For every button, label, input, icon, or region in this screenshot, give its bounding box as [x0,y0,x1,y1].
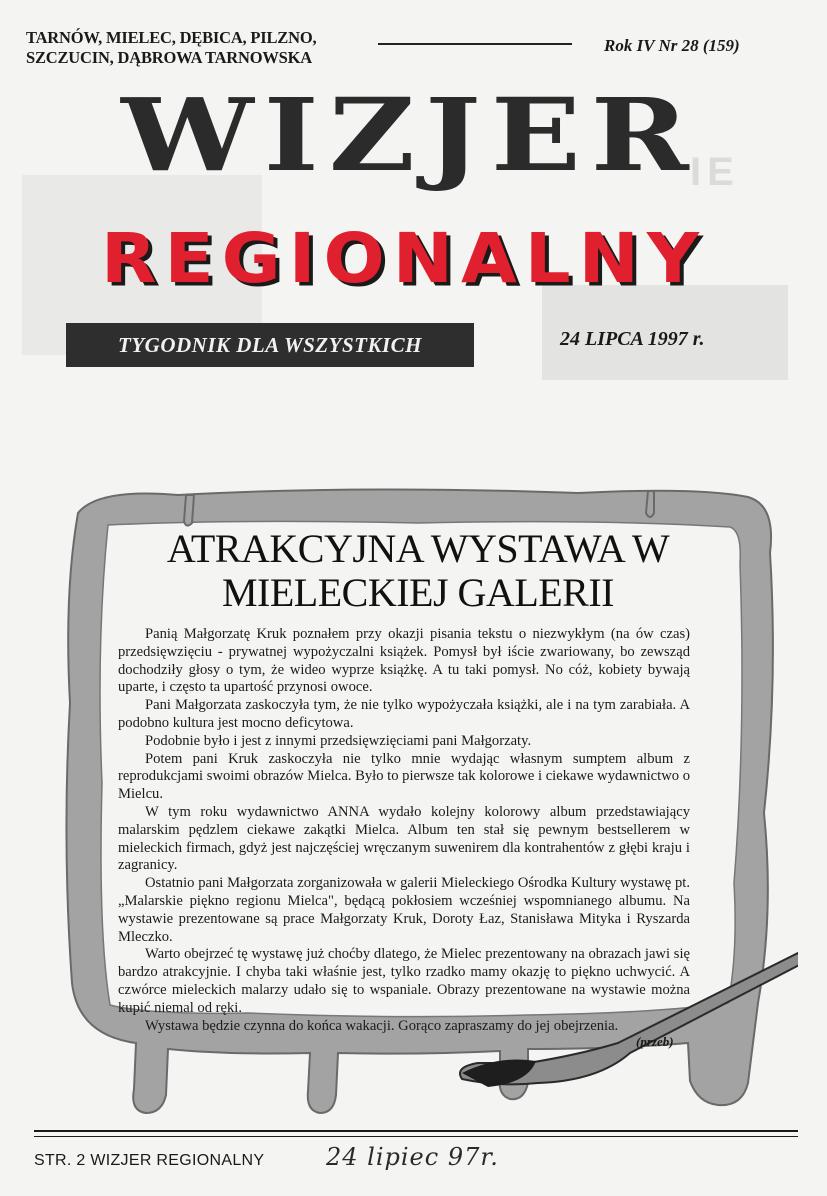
towns-line-1: TARNÓW, MIELEC, DĘBICA, PILZNO, [26,28,317,47]
article-paragraph: Panią Małgorzatę Kruk poznałem przy okazji pisania tekstu o niezwykłym (na ów czas) przedsięwzięciu - prywatnej wypożyczalni książek. Pomysł był iście zwariowany, bo zewsząd dochodziły głosy o tym, że wideo wyprze książkę. A tu taki pomysł. No cóż, kobiety bywają uparte, i często ta upartość przynosi owoce. [118,626,690,696]
footer-rule [34,1130,798,1132]
handwritten-date-note: 24 lipiec 97r. [326,1143,499,1171]
header-rule [378,43,572,45]
masthead-title-bottom: REGIONALNY [101,218,707,298]
show-through-text: IE [690,150,740,194]
article-body [118,626,690,1035]
article-paragraph: Potem pani Kruk zaskoczyła nie tylko mnie wydając własnym sumptem album z reprodukcjami swoimi obrazów Mielca. Było to pierwsze tak kolorowe i ciekawe wydawnictwo o Mielcu. [118,750,690,803]
page-footer-label: STR. 2 WIZJER REGIONALNY [34,1152,265,1169]
towns-line-2: SZCZUCIN, DĄBROWA TARNOWSKA [26,48,313,67]
footer-rule-thin [34,1136,798,1137]
author-signature: (przeb) [636,1034,674,1049]
article-paragraph: Pani Małgorzata zaskoczyła tym, że nie tylko wypożyczała książki, ale i na tym zarabiała. A podobno kultura jest mocno deficytowa. [118,697,690,731]
masthead-towns [26,28,386,68]
article-paragraph: Ostatnio pani Małgorzata zorganizowała w galerii Mieleckiego Ośrodka Kultury wystawę pt. „Malarskie piękno regionu Mielca", będącą pokłosiem wcześniej wspomnianego albumu. Na wystawie prezentowane są prace Małgorzaty Kruk, Doroty Łaz, Stanisława Mityka i Ryszarda Mleczko. [118,875,690,945]
headline-line-2: MIELECKIEJ GALERII [221,570,615,615]
headline-line-1: ATRAKCYJNA WYSTAWA W [166,526,670,571]
issue-date: 24 LIPCA 1997 r. [560,328,705,350]
masthead-title-top: WIZJER [121,75,699,194]
article-headline [108,527,728,615]
article-paragraph: Podobnie było i jest z innymi przedsięwzięciami pani Małgorzaty. [145,732,532,749]
article-paragraph: Warto obejrzeć tę wystawę już choćby dlatego, że Mielec prezentowany na obrazach jawi się bardzo atrakcyjnie. I chyba taki właśnie jest, tylko rzadko mamy okazję to piękno uchwycić. A czwórce mieleckich malarzy udało się to wspaniale. Obrazy prezentowane na wystawie można kupić niemal od ręki. [118,946,690,1016]
article-paragraph: W tym roku wydawnictwo ANNA wydało kolejny kolorowy album przedstawiający malarskim pędzlem ciekawe zakątki Mielca. Album ten stał się pewnym bestsellerem w mieleckich firmach, gdyż jest najczęściej wręczanym suwenirem dla kontrahentów z głębi kraju i zagranicy. [118,803,690,874]
tagline-banner [66,323,474,367]
issue-number: Rok IV Nr 28 (159) [604,36,740,55]
tagline-text: TYGODNIK DLA WSZYSTKICH [118,332,422,357]
article-paragraph: Wystawa będzie czynna do końca wakacji. Gorąco zapraszamy do jej obejrzenia. [145,1017,619,1034]
